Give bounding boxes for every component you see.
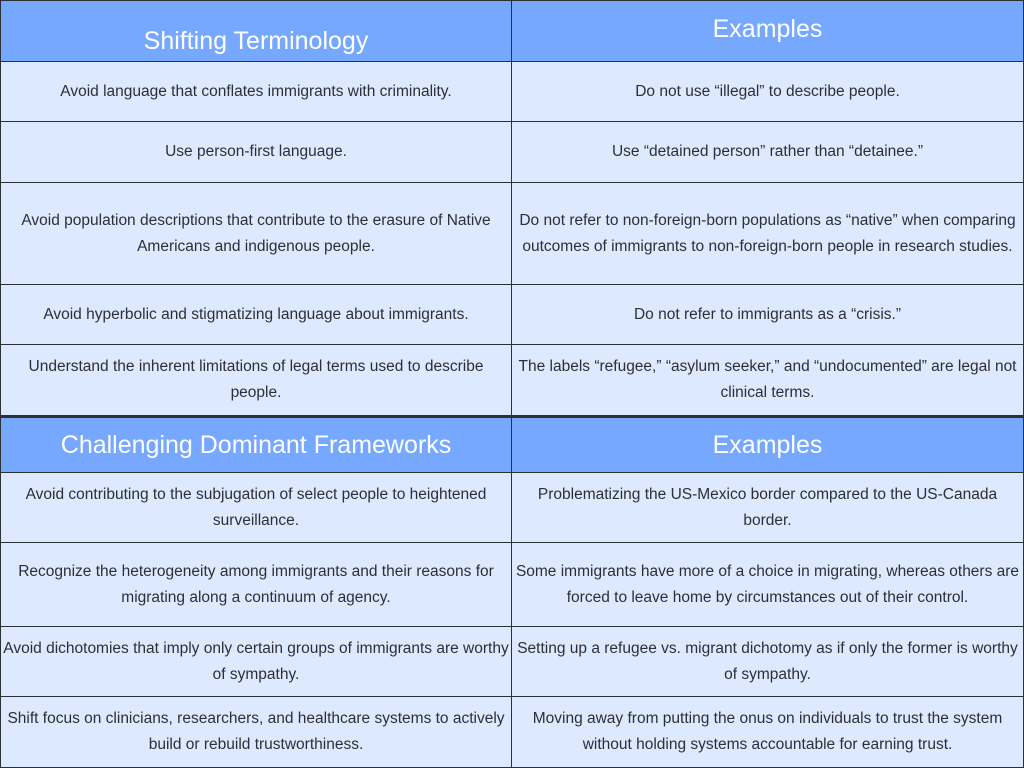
section2-row3-guideline: Avoid dichotomies that imply only certain groups of immigrants are worthy of sympathy.: [0, 627, 512, 697]
section2-header-left: Challenging Dominant Frameworks: [0, 416, 512, 473]
section1-row3-guideline: Avoid population descriptions that contribute to the erasure of Native Americans and indigenous people.: [0, 183, 512, 285]
section2-row4-guideline: Shift focus on clinicians, researchers, and healthcare systems to actively build or rebuild trustworthiness.: [0, 697, 512, 768]
section2-row4-example: Moving away from putting the onus on individuals to trust the system without holding systems accountable for earning trust.: [512, 697, 1024, 768]
section2-row2-example: Some immigrants have more of a choice in migrating, whereas others are forced to leave home by circumstances out of their control.: [512, 543, 1024, 627]
section1-row5-example: The labels “refugee,” “asylum seeker,” and “undocumented” are legal not clinical terms.: [512, 345, 1024, 416]
section1-row2-guideline: Use person-first language.: [0, 122, 512, 183]
section2-row1-example: Problematizing the US-Mexico border compared to the US-Canada border.: [512, 473, 1024, 543]
section2-row1-guideline: Avoid contributing to the subjugation of select people to heightened surveillance.: [0, 473, 512, 543]
section1-row2-example: Use “detained person” rather than “detainee.”: [512, 122, 1024, 183]
section1-row5-guideline: Understand the inherent limitations of legal terms used to describe people.: [0, 345, 512, 416]
section1-row3-example: Do not refer to non-foreign-born populations as “native” when comparing outcomes of immigrants to non-foreign-born people in research studies.: [512, 183, 1024, 285]
section1-header-left: Shifting Terminology: [0, 0, 512, 62]
section1-header-right: Examples: [512, 0, 1024, 62]
section2-row3-example: Setting up a refugee vs. migrant dichotomy as if only the former is worthy of sympathy.: [512, 627, 1024, 697]
section1-row1-example: Do not use “illegal” to describe people.: [512, 62, 1024, 122]
section2-row2-guideline: Recognize the heterogeneity among immigrants and their reasons for migrating along a continuum of agency.: [0, 543, 512, 627]
section2-header-right: Examples: [512, 416, 1024, 473]
section1-row1-guideline: Avoid language that conflates immigrants with criminality.: [0, 62, 512, 122]
section1-row4-example: Do not refer to immigrants as a “crisis.”: [512, 285, 1024, 345]
section1-row4-guideline: Avoid hyperbolic and stigmatizing language about immigrants.: [0, 285, 512, 345]
